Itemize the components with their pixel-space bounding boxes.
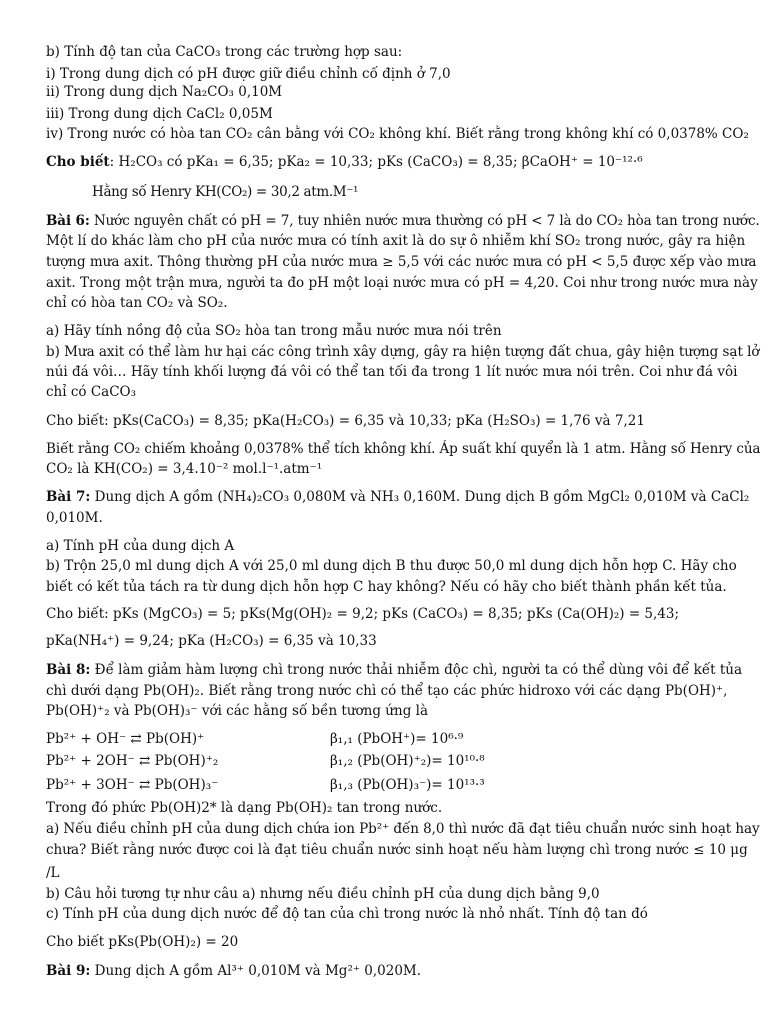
line-body: : H₂CO₃ có pKa₁ = 6,35; pKa₂ = 10,33; pKs (CaCO₃) = 8,35; βCaOH⁺ = 10⁻¹²·⁶ [109, 154, 643, 170]
reaction-equation: Pb²⁺ + 2OH⁻ ⇄ Pb(OH)⁺₂ [46, 753, 219, 769]
text-line: 0,010M. [46, 510, 103, 526]
stability-constant: β₁,₂ (Pb(OH)⁺₂)= 10¹⁰·⁸ [330, 753, 485, 769]
text-line: Pb(OH)⁺₂ và Pb(OH)₃⁻ với các hằng số bền tương ứng là [46, 703, 428, 719]
text-line: chỉ có hòa tan CO₂ và SO₂. [46, 295, 228, 311]
text-line [46, 488, 750, 506]
text-line: b) Mưa axit có thể làm hư hại các công trình xây dựng, gây ra hiện tượng đất chua, gây hiện tượng sạt lở [46, 344, 760, 360]
text-line: tượng mưa axit. Thông thường pH của nước mưa ≥ 5,5 với các nước mưa có pH < 5,5 được xếp vào mưa [46, 254, 757, 270]
reaction-equation: Pb²⁺ + 3OH⁻ ⇄ Pb(OH)₃⁻ [46, 777, 219, 793]
text-line: a) Tính pH của dung dịch A [46, 538, 235, 554]
problem-label: Bài 9: [46, 963, 91, 979]
text-line: chỉ có CaCO₃ [46, 384, 137, 400]
line-body: Dung dịch A gồm (NH₄)₂CO₃ 0,080M và NH₃ 0,160M. Dung dịch B gồm MgCl₂ 0,010M và CaCl₂ [90, 489, 750, 505]
text-line: axit. Trong một trận mưa, người ta đo pH một loại nước mưa có pH = 4,20. Coi như trong nước mưa này [46, 275, 758, 291]
text-line [46, 962, 726, 980]
text-line [46, 153, 726, 171]
text-line: Cho biết pKs(Pb(OH)₂) = 20 [46, 934, 239, 950]
text-line: Biết rằng CO₂ chiếm khoảng 0,0378% thể tích không khí. Áp suất khí quyển là 1 atm. Hằng số Henry của [46, 441, 761, 457]
problem-label: Bài 7: [46, 489, 91, 505]
problem-label: Bài 8: [46, 662, 91, 678]
text-line [46, 661, 743, 679]
line-body: Dung dịch A gồm Al³⁺ 0,010M và Mg²⁺ 0,020M. [90, 963, 422, 979]
line-body: Để làm giảm hàm lượng chì trong nước thải nhiễm độc chì, người ta có thể dùng vôi để kết tủa [90, 662, 743, 678]
text-line: a) Nếu điều chỉnh pH của dung dịch chứa ion Pb²⁺ đến 8,0 thì nước đã đạt tiêu chuẩn nước sinh hoạt hay [46, 821, 760, 837]
text-line: pKa(NH₄⁺) = 9,24; pKa (H₂CO₃) = 6,35 và 10,33 [46, 633, 377, 649]
text-line: iii) Trong dung dịch CaCl₂ 0,05M [46, 106, 273, 122]
label-bold: Cho biết [46, 154, 110, 170]
line-body: Nước nguyên chất có pH = 7, tuy nhiên nước mưa thường có pH < 7 là do CO₂ hòa tan trong nước. [89, 213, 760, 229]
text-line: Hằng số Henry KH(CO₂) = 30,2 atm.M⁻¹ [92, 184, 359, 200]
text-line: b) Trộn 25,0 ml dung dịch A với 25,0 ml dung dịch B thu được 50,0 ml dung dịch hỗn hợp C. Hãy cho [46, 558, 737, 574]
text-line: a) Hãy tính nồng độ của SO₂ hòa tan trong mẫu nước mưa nói trên [46, 323, 502, 339]
text-line: núi đá vôi… Hãy tính khối lượng đá vôi có thể tan tối đa trong 1 lít nước mưa nói trên. Coi như đá vôi [46, 364, 738, 380]
text-line: iv) Trong nước có hòa tan CO₂ cân bằng với CO₂ không khí. Biết rằng trong không khí có 0,0378% CO₂ [46, 126, 749, 142]
text-line: Một lí do khác làm cho pH của nước mưa có tính axit là do sự ô nhiễm khí SO₂ trong nước, gây ra hiện [46, 233, 746, 249]
text-line [46, 212, 760, 230]
text-line: Cho biết: pKs(CaCO₃) = 8,35; pKa(H₂CO₃) = 6,35 và 10,33; pKa (H₂SO₃) = 1,76 và 7,21 [46, 413, 645, 429]
text-line: chưa? Biết rằng nước được coi là đạt tiêu chuẩn nước sinh hoạt nếu hàm lượng chì trong nước ≤ 10 μg [46, 842, 748, 858]
text-line: b) Tính độ tan của CaCO₃ trong các trường hợp sau: [46, 44, 403, 60]
text-line: CO₂ là KH(CO₂) = 3,4.10⁻² mol.l⁻¹.atm⁻¹ [46, 461, 323, 477]
text-line: chì dưới dạng Pb(OH)₂. Biết rằng trong nước chì có thể tạo các phức hidroxo với các dạng Pb(OH)⁺, [46, 683, 728, 699]
text-line: i) Trong dung dịch có pH được giữ điều chỉnh cố định ở 7,0 [46, 66, 451, 82]
text-line: Trong đó phức Pb(OH)2* là dạng Pb(OH)₂ tan trong nước. [46, 800, 443, 816]
problem-label: Bài 6: [46, 213, 90, 229]
text-line: /L [46, 865, 60, 881]
text-line: b) Câu hỏi tương tự như câu a) nhưng nếu điều chỉnh pH của dung dịch bằng 9,0 [46, 886, 600, 902]
text-line: c) Tính pH của dung dịch nước để độ tan của chì trong nước là nhỏ nhất. Tính độ tan đó [46, 906, 648, 922]
reaction-equation: Pb²⁺ + OH⁻ ⇄ Pb(OH)⁺ [46, 731, 205, 747]
text-line: Cho biết: pKs (MgCO₃) = 5; pKs(Mg(OH)₂ = 9,2; pKs (CaCO₃) = 8,35; pKs (Ca(OH)₂) = 5,43; [46, 606, 680, 622]
stability-constant: β₁,₃ (Pb(OH)₃⁻)= 10¹³·³ [330, 777, 485, 793]
stability-constant: β₁,₁ (PbOH⁺)= 10⁶·⁹ [330, 731, 464, 747]
text-line: biết có kết tủa tách ra từ dung dịch hỗn hợp C hay không? Nếu có hãy cho biết thành phần kết tủa. [46, 579, 727, 595]
text-line: ii) Trong dung dịch Na₂CO₃ 0,10M [46, 84, 283, 100]
